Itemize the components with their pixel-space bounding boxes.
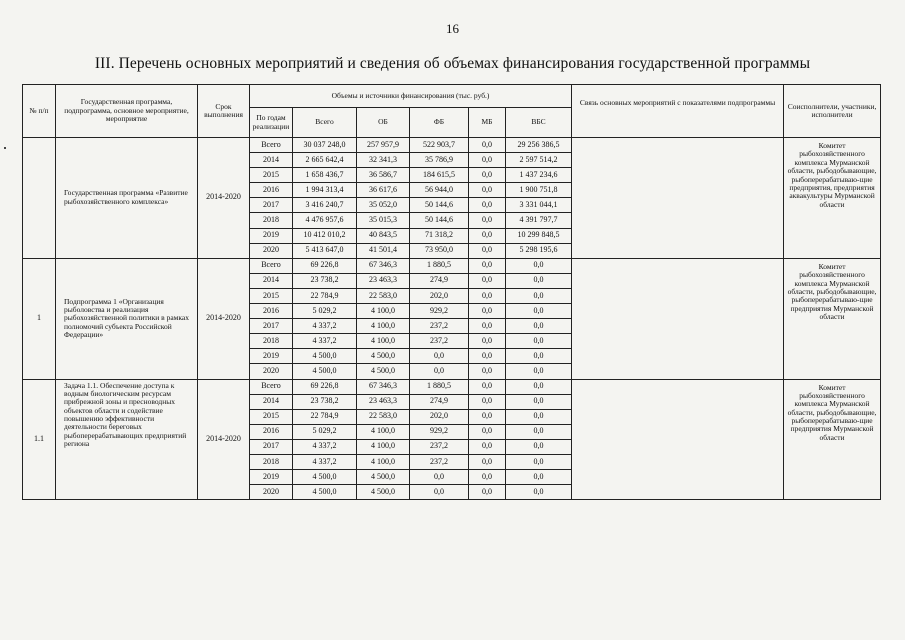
- cell-total: 2 665 642,4: [293, 153, 357, 168]
- cell-ob: 4 500,0: [357, 349, 410, 364]
- cell-fb: 184 615,5: [410, 168, 469, 183]
- cell-ob: 35 052,0: [357, 198, 410, 213]
- cell-year: 2018: [250, 454, 293, 469]
- cell-mb: 0,0: [469, 394, 506, 409]
- cell-fb: 1 880,5: [410, 379, 469, 394]
- group-executors: Комитет рыбохозяйственного комплекса Мурманской области, рыбодобывающие, рыбоперерабатываю-щие предприятия Мурманской области: [784, 258, 881, 379]
- cell-vbs: 2 597 514,2: [506, 153, 572, 168]
- cell-ob: 67 346,3: [357, 258, 410, 273]
- cell-ob: 23 463,3: [357, 273, 410, 288]
- cell-total: 1 994 313,4: [293, 183, 357, 198]
- cell-year: 2014: [250, 394, 293, 409]
- cell-year: 2020: [250, 243, 293, 258]
- cell-year: 2020: [250, 485, 293, 500]
- cell-vbs: 29 256 386,5: [506, 138, 572, 153]
- cell-total: 5 029,2: [293, 424, 357, 439]
- cell-mb: 0,0: [469, 454, 506, 469]
- cell-vbs: 1 900 751,8: [506, 183, 572, 198]
- cell-total: 3 416 240,7: [293, 198, 357, 213]
- cell-ob: 4 500,0: [357, 485, 410, 500]
- cell-year: 2014: [250, 273, 293, 288]
- cell-total: 4 500,0: [293, 485, 357, 500]
- cell-vbs: 0,0: [506, 485, 572, 500]
- cell-fb: 1 880,5: [410, 258, 469, 273]
- cell-vbs: 0,0: [506, 394, 572, 409]
- cell-total: 22 784,9: [293, 288, 357, 303]
- cell-ob: 36 586,7: [357, 168, 410, 183]
- cell-ob: 4 500,0: [357, 364, 410, 379]
- header-ob: ОБ: [357, 108, 410, 138]
- cell-ob: 40 843,5: [357, 228, 410, 243]
- cell-vbs: 1 437 234,6: [506, 168, 572, 183]
- cell-mb: 0,0: [469, 228, 506, 243]
- cell-year: 2015: [250, 168, 293, 183]
- header-total: Всего: [293, 108, 357, 138]
- cell-total: 4 337,2: [293, 334, 357, 349]
- cell-vbs: 0,0: [506, 258, 572, 273]
- cell-ob: 23 463,3: [357, 394, 410, 409]
- cell-fb: 237,2: [410, 319, 469, 334]
- cell-fb: 274,9: [410, 273, 469, 288]
- header-program: Государственная программа, подпрограмма, основное мероприятие, мероприятие: [56, 85, 198, 138]
- cell-vbs: 0,0: [506, 439, 572, 454]
- group-number: [23, 138, 56, 259]
- cell-ob: 4 100,0: [357, 424, 410, 439]
- cell-mb: 0,0: [469, 485, 506, 500]
- cell-mb: 0,0: [469, 409, 506, 424]
- cell-ob: 257 957,9: [357, 138, 410, 153]
- cell-ob: 4 100,0: [357, 334, 410, 349]
- cell-total: 30 037 248,0: [293, 138, 357, 153]
- table-row: [23, 138, 881, 153]
- cell-total: 4 476 957,6: [293, 213, 357, 228]
- cell-year: Всего: [250, 138, 293, 153]
- cell-vbs: 0,0: [506, 304, 572, 319]
- cell-mb: 0,0: [469, 243, 506, 258]
- cell-vbs: 0,0: [506, 288, 572, 303]
- group-program: Государственная программа «Развитие рыбохозяйственного комплекса»: [56, 138, 198, 259]
- header-link: Связь основных мероприятий с показателями подпрограммы: [572, 85, 784, 138]
- cell-total: 4 337,2: [293, 319, 357, 334]
- group-number: 1: [23, 258, 56, 379]
- cell-mb: 0,0: [469, 379, 506, 394]
- cell-total: 22 784,9: [293, 409, 357, 424]
- cell-year: 2016: [250, 183, 293, 198]
- cell-year: 2015: [250, 409, 293, 424]
- cell-vbs: 5 298 195,6: [506, 243, 572, 258]
- page-title: III. Перечень основных мероприятий и сведения об объемах финансирования государственной программы: [94, 55, 811, 72]
- cell-mb: 0,0: [469, 364, 506, 379]
- header-vbs: ВБС: [506, 108, 572, 138]
- cell-ob: 22 583,0: [357, 288, 410, 303]
- cell-mb: 0,0: [469, 304, 506, 319]
- cell-year: 2017: [250, 439, 293, 454]
- header-volumes: Объемы и источники финансирования (тыс. руб.): [250, 85, 572, 108]
- cell-fb: 0,0: [410, 349, 469, 364]
- cell-year: 2019: [250, 470, 293, 485]
- table-row: [23, 379, 881, 394]
- cell-ob: 67 346,3: [357, 379, 410, 394]
- group-link: [572, 379, 784, 500]
- cell-vbs: 3 331 044,1: [506, 198, 572, 213]
- cell-mb: 0,0: [469, 138, 506, 153]
- header-executors: Соисполнители, участники, исполнители: [784, 85, 881, 138]
- header-term: Срок выполнения: [198, 85, 250, 138]
- cell-vbs: 0,0: [506, 334, 572, 349]
- cell-year: 2018: [250, 334, 293, 349]
- cell-mb: 0,0: [469, 213, 506, 228]
- group-program: Подпрограмма 1 «Организация рыболовства и реализация рыбохозяйственной политики в рамках полномочий субъекта Российской Федерации»: [56, 258, 198, 379]
- cell-year: 2019: [250, 228, 293, 243]
- cell-fb: 274,9: [410, 394, 469, 409]
- cell-mb: 0,0: [469, 168, 506, 183]
- cell-year: 2018: [250, 213, 293, 228]
- table-row: [23, 258, 881, 273]
- group-executors: Комитет рыбохозяйственного комплекса Мурманской области, рыбодобывающие, рыбоперерабатываю-щие предприятия, предприятия аквакультуры Мурманской области: [784, 138, 881, 259]
- cell-mb: 0,0: [469, 258, 506, 273]
- cell-ob: 32 341,3: [357, 153, 410, 168]
- cell-total: 69 226,8: [293, 379, 357, 394]
- cell-total: 5 029,2: [293, 304, 357, 319]
- group-number: 1.1: [23, 379, 56, 500]
- cell-year: 2020: [250, 364, 293, 379]
- cell-fb: 237,2: [410, 334, 469, 349]
- cell-ob: 41 501,4: [357, 243, 410, 258]
- cell-total: 1 658 436,7: [293, 168, 357, 183]
- group-executors: Комитет рыбохозяйственного комплекса Мурманской области, рыбодобывающие, рыбоперерабатываю-щие предприятия Мурманской области: [784, 379, 881, 500]
- cell-vbs: 0,0: [506, 349, 572, 364]
- cell-fb: 237,2: [410, 454, 469, 469]
- cell-mb: 0,0: [469, 273, 506, 288]
- cell-vbs: 10 299 848,5: [506, 228, 572, 243]
- cell-total: 23 738,2: [293, 394, 357, 409]
- cell-fb: 0,0: [410, 470, 469, 485]
- cell-total: 4 337,2: [293, 454, 357, 469]
- cell-fb: 929,2: [410, 304, 469, 319]
- cell-ob: 36 617,6: [357, 183, 410, 198]
- cell-fb: 50 144,6: [410, 213, 469, 228]
- cell-mb: 0,0: [469, 470, 506, 485]
- cell-year: 2017: [250, 319, 293, 334]
- cell-total: 23 738,2: [293, 273, 357, 288]
- cell-mb: 0,0: [469, 319, 506, 334]
- cell-vbs: 0,0: [506, 470, 572, 485]
- cell-total: 69 226,8: [293, 258, 357, 273]
- scan-artifact: [4, 147, 6, 149]
- cell-vbs: 0,0: [506, 273, 572, 288]
- cell-mb: 0,0: [469, 334, 506, 349]
- cell-ob: 4 100,0: [357, 304, 410, 319]
- cell-fb: 0,0: [410, 364, 469, 379]
- cell-mb: 0,0: [469, 424, 506, 439]
- cell-mb: 0,0: [469, 288, 506, 303]
- cell-fb: 237,2: [410, 439, 469, 454]
- cell-mb: 0,0: [469, 198, 506, 213]
- cell-fb: 56 944,0: [410, 183, 469, 198]
- cell-mb: 0,0: [469, 153, 506, 168]
- cell-year: 2017: [250, 198, 293, 213]
- header-years: По годам реализации: [250, 108, 293, 138]
- group-term: 2014-2020: [198, 138, 250, 259]
- cell-vbs: 0,0: [506, 424, 572, 439]
- cell-total: 4 337,2: [293, 439, 357, 454]
- header-fb: ФБ: [410, 108, 469, 138]
- group-term: 2014-2020: [198, 258, 250, 379]
- cell-fb: 0,0: [410, 485, 469, 500]
- cell-year: 2019: [250, 349, 293, 364]
- header-mb: МБ: [469, 108, 506, 138]
- cell-fb: 202,0: [410, 288, 469, 303]
- cell-vbs: 4 391 797,7: [506, 213, 572, 228]
- cell-year: Всего: [250, 258, 293, 273]
- group-program: Задача 1.1. Обеспечение доступа к водным биологическим ресурсам прибрежной зоны и пресноводных объектов области и содействие повышению эффективности деятельности береговых рыбоперерабатывающих предприятий региона: [56, 379, 198, 500]
- cell-ob: 4 100,0: [357, 454, 410, 469]
- group-term: 2014-2020: [198, 379, 250, 500]
- cell-year: 2015: [250, 288, 293, 303]
- cell-mb: 0,0: [469, 349, 506, 364]
- cell-ob: 35 015,3: [357, 213, 410, 228]
- cell-fb: 73 950,0: [410, 243, 469, 258]
- cell-total: 5 413 647,0: [293, 243, 357, 258]
- cell-vbs: 0,0: [506, 379, 572, 394]
- cell-ob: 4 100,0: [357, 319, 410, 334]
- cell-fb: 929,2: [410, 424, 469, 439]
- cell-ob: 4 500,0: [357, 470, 410, 485]
- cell-fb: 71 318,2: [410, 228, 469, 243]
- header-num: № п/п: [23, 85, 56, 138]
- financing-table: [22, 84, 881, 500]
- group-link: [572, 138, 784, 259]
- cell-total: 4 500,0: [293, 349, 357, 364]
- cell-mb: 0,0: [469, 183, 506, 198]
- cell-fb: 522 903,7: [410, 138, 469, 153]
- cell-total: 10 412 010,2: [293, 228, 357, 243]
- cell-year: 2014: [250, 153, 293, 168]
- cell-vbs: 0,0: [506, 319, 572, 334]
- cell-total: 4 500,0: [293, 364, 357, 379]
- cell-vbs: 0,0: [506, 454, 572, 469]
- cell-fb: 50 144,6: [410, 198, 469, 213]
- page-number: 16: [446, 21, 459, 36]
- cell-year: Всего: [250, 379, 293, 394]
- cell-year: 2016: [250, 424, 293, 439]
- cell-ob: 4 100,0: [357, 439, 410, 454]
- group-link: [572, 258, 784, 379]
- cell-total: 4 500,0: [293, 470, 357, 485]
- cell-ob: 22 583,0: [357, 409, 410, 424]
- cell-mb: 0,0: [469, 439, 506, 454]
- cell-fb: 35 786,9: [410, 153, 469, 168]
- cell-fb: 202,0: [410, 409, 469, 424]
- cell-vbs: 0,0: [506, 409, 572, 424]
- cell-year: 2016: [250, 304, 293, 319]
- header-row-1: [23, 85, 881, 108]
- cell-vbs: 0,0: [506, 364, 572, 379]
